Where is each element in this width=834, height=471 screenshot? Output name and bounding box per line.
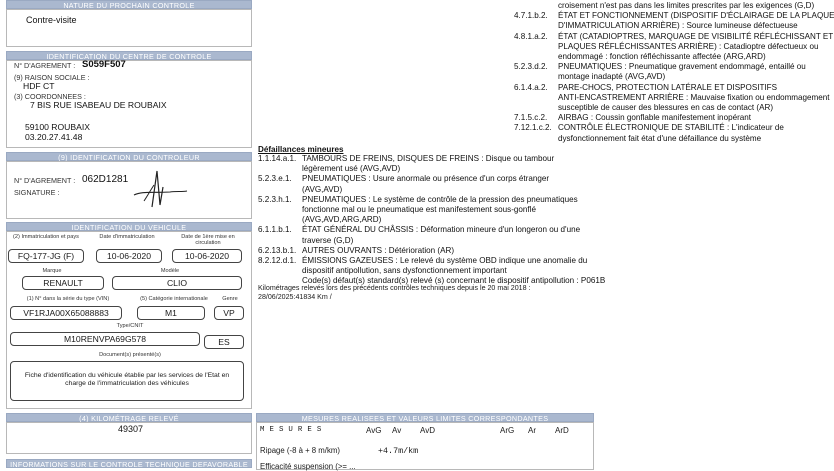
vin-label: (1) N° dans la série du type (VIN) <box>26 296 110 302</box>
controller-header: (9) IDENTIFICATION DU CONTROLEUR <box>6 152 252 161</box>
col-ar: Ar <box>528 426 536 435</box>
defect-code: 6.2.13.b.1. <box>258 245 297 255</box>
defect-code: 6.1.4.a.2. <box>514 82 548 92</box>
center-agreement-label: N° D'AGREMENT : <box>14 61 76 70</box>
defect-line <box>514 1 814 11</box>
controller-agreement-value: 062D1281 <box>82 174 129 185</box>
circ-value: 10-06-2020 <box>172 249 242 263</box>
defect-line <box>258 256 587 266</box>
defect-text: fonctionne mal ou le pneumatique est manifestement sous-gonflé <box>302 205 536 214</box>
defect-text: : Pneumatique gravement endommagé, entaillé ou <box>622 62 806 72</box>
defect-line <box>258 205 536 215</box>
company-value: HDF CT <box>23 81 55 91</box>
brand-label: Marque <box>42 268 62 274</box>
defect-title: PNEUMATIQUES <box>558 62 623 72</box>
address-label: (3) COORDONNEES : <box>14 92 86 101</box>
defect-text: : Le relevé du système OBD indique une anomalie du <box>393 256 588 265</box>
cnit-value: M10RENVPA69G578 <box>10 332 200 346</box>
defect-title: AUTRES OUVRANTS <box>302 245 383 255</box>
defect-text: (AVG,AVD,ARG,ARD) <box>302 215 382 225</box>
col-avg: AvG <box>366 426 382 435</box>
defect-code: 7.12.1.c.2. <box>514 123 552 133</box>
circ-label: Date de 1ère mise en circulation <box>181 234 235 247</box>
genre-value: VP <box>214 306 244 320</box>
first-reg-value: 10-06-2020 <box>96 249 162 263</box>
mileage-history-line: Kilométrages relevés lors des précédents contrôles techniques depuis le 20 mai 2018 : <box>258 284 531 292</box>
defect-title: ANTI-ENCASTREMENT ARRIÈRE <box>558 92 684 102</box>
defect-line <box>258 266 507 276</box>
defect-text: : Déformation mineure d'un longeron ou d'une <box>413 225 581 235</box>
defect-title: CONTRÔLE ÉLECTRONIQUE DE STABILITÉ <box>558 123 725 133</box>
defect-text: Code(s) défaut(s) standard(s) relevé (s) concernant le dispositif antipollution : P061B <box>302 276 606 286</box>
mileage-history-line: 28/06/2025:41834 Km / <box>258 293 332 302</box>
controller-agreement-label: N° D'AGREMENT : <box>14 176 76 185</box>
reg-value: FQ-177-JG (F) <box>8 249 84 263</box>
category-value: M1 <box>137 306 205 320</box>
defect-code: 1.1.14.a.1. <box>258 154 297 163</box>
defect-line <box>514 113 751 123</box>
defect-line <box>514 62 806 72</box>
defect-line <box>514 42 818 52</box>
defect-line <box>258 215 381 225</box>
defect-code: 5.2.3.e.1. <box>258 174 292 184</box>
defect-line <box>258 246 454 256</box>
genre-label: Genre <box>222 296 238 302</box>
defect-line <box>258 225 580 235</box>
defect-code: 6.1.1.b.1. <box>258 225 292 235</box>
address-line1: 7 BIS RUE ISABEAU DE ROUBAIX <box>30 100 167 110</box>
defect-line <box>514 103 773 113</box>
defect-line <box>514 83 777 93</box>
center-header: IDENTIFICATION DU CENTRE DE CONTROLE <box>6 51 252 60</box>
defect-text: traverse (G,D) <box>302 235 354 245</box>
defect-text: D'IMMATRICULATION ARRIÈRE) : Source lumineuse défectueuse <box>558 21 798 31</box>
center-agreement-value: S059F507 <box>82 59 126 70</box>
defect-text: endommagé : fonction réfléchissante affectée (ARG,ARD) <box>558 52 766 61</box>
defect-line <box>258 185 342 195</box>
category-label: (5) Catégorie internationale <box>140 296 208 302</box>
defect-code: 8.2.12.d.1. <box>258 256 297 265</box>
defect-text: : Détérioration (AR) <box>382 245 455 255</box>
minor-defects-header: Défaillances mineures <box>258 145 344 154</box>
defect-title: ÉTAT ET FONCTIONNEMENT (DISPOSITIF D'ÉCLAIRAGE DE LA PLAQUE <box>558 11 834 21</box>
defect-text: susceptible de causer des blessures en cas de contact (AR) <box>558 103 774 112</box>
next-control-header: NATURE DU PROCHAIN CONTROLE <box>6 0 252 9</box>
ripage-label: Ripage (-8 à + 8 m/km) <box>260 446 340 455</box>
defect-text: légèrement usé (AVG,AVD) <box>302 164 401 174</box>
model-value: CLIO <box>112 276 242 290</box>
reg-label: (2) Immatriculation et pays <box>13 234 79 240</box>
defect-text: : Mauvaise fixation ou endommagement <box>683 92 830 102</box>
measures-header: MESURES REALISEES ET VALEURS LIMITES CORRESPONDANTES <box>256 413 594 422</box>
docs-label: Document(s) présenté(s) <box>99 352 161 358</box>
defect-text: dysfonctionnement fait état d'une défaillance du système <box>558 133 762 143</box>
defect-title: PNEUMATIQUES <box>302 174 367 184</box>
docs-value: Fiche d'identification du véhicule établie par les services de l'Etat en charge de l'immatriculation des véhicules <box>24 372 230 388</box>
defect-text: montage inadapté (AVG,AVD) <box>558 72 666 82</box>
mileage-history <box>258 284 588 303</box>
defect-line <box>514 93 830 103</box>
defect-line <box>514 134 761 144</box>
col-ard: ArD <box>555 426 569 435</box>
defect-line <box>514 123 784 133</box>
defect-title: PARE-CHOCS, PROTECTION LATÉRALE ET DISPOSITIFS <box>558 82 778 92</box>
ripage-value: +4.7m/km <box>378 446 419 456</box>
energy-value: ES <box>204 335 244 349</box>
defect-line <box>258 236 353 246</box>
suspension-label: Efficacité suspension (>= ... <box>260 462 356 471</box>
defect-code: 5.2.3.d.2. <box>514 62 548 72</box>
defect-line <box>514 32 833 42</box>
measures-col-title: M E S U R E S <box>260 426 322 434</box>
defect-code: 4.8.1.a.2. <box>514 31 548 41</box>
col-av: Av <box>392 426 402 435</box>
mileage-header: (4) KILOMÉTRAGE RELEVÉ <box>6 413 252 422</box>
address-line2: 59100 ROUBAIX <box>25 122 90 132</box>
defect-title: ÉTAT GÉNÉRAL DU CHÂSSIS <box>302 225 414 235</box>
company-label: (9) RAISON SOCIALE : <box>14 73 90 82</box>
phone-number: 03.20.27.41.48 <box>25 132 83 142</box>
signature-label: SIGNATURE : <box>14 188 60 197</box>
defect-text: : Le système de contrôle de la pression des pneumatiques <box>366 194 578 204</box>
col-avd: AvD <box>420 426 435 435</box>
signature-mark <box>130 165 190 215</box>
vehicle-header: IDENTIFICATION DU VEHICULE <box>6 222 252 231</box>
defect-title: ÉMISSIONS GAZEUSES <box>302 256 394 265</box>
defect-text: : Coussin gonflable manifestement inopérant <box>588 113 752 123</box>
defect-text: : L'indicateur de <box>724 123 784 133</box>
defect-line <box>514 52 766 62</box>
defect-code: 4.7.1.b.2. <box>514 11 548 21</box>
cnit-label: Type/CNIT <box>116 323 144 329</box>
next-control-value: Contre-visite <box>26 15 77 25</box>
defect-line <box>258 195 578 205</box>
col-arg: ArG <box>500 426 515 435</box>
defect-line <box>514 11 834 21</box>
defect-text: PLAQUES RÉFLÉCHISSANTES ARRIÈRE) : Catadioptre défectueux ou <box>558 41 819 51</box>
mileage-value: 49307 <box>118 424 144 434</box>
defect-line <box>514 21 798 31</box>
defect-title: AIRBAG <box>558 113 589 123</box>
defect-line <box>258 164 400 174</box>
brand-value: RENAULT <box>22 276 104 290</box>
defect-code: 7.1.5.c.2. <box>514 113 548 123</box>
defect-text: croisement n'est pas dans les limites prescrites par les exigences (G,D) <box>558 1 815 10</box>
defect-text: : Disque ou tambour <box>479 154 555 163</box>
defect-line <box>514 72 665 82</box>
defect-code: 5.2.3.h.1. <box>258 194 292 204</box>
first-reg-label: Date d'immatriculation <box>99 234 155 240</box>
defect-text: (AVG,AVD) <box>302 184 343 194</box>
info-header: INFORMATIONS SUR LE CONTROLE TECHNIQUE DEFAVORABLE <box>6 459 252 468</box>
vin-value: VF1RJA00X65088883 <box>10 306 122 320</box>
defect-line <box>258 174 549 184</box>
defect-text: : Usure anormale ou présence d'un corps étranger <box>366 174 550 184</box>
defect-title: ÉTAT (CATADIOPTRES, MARQUAGE DE VISIBILITÉ RÉFLÉCHISSANT ET <box>558 31 834 41</box>
defect-title: TAMBOURS DE FREINS, DISQUES DE FREINS <box>302 154 480 163</box>
defect-line <box>258 154 554 164</box>
model-label: Modèle <box>160 268 180 274</box>
defect-title: PNEUMATIQUES <box>302 194 367 204</box>
defect-text: dispositif antipollution, sans dysfonctionnement important <box>302 266 507 276</box>
